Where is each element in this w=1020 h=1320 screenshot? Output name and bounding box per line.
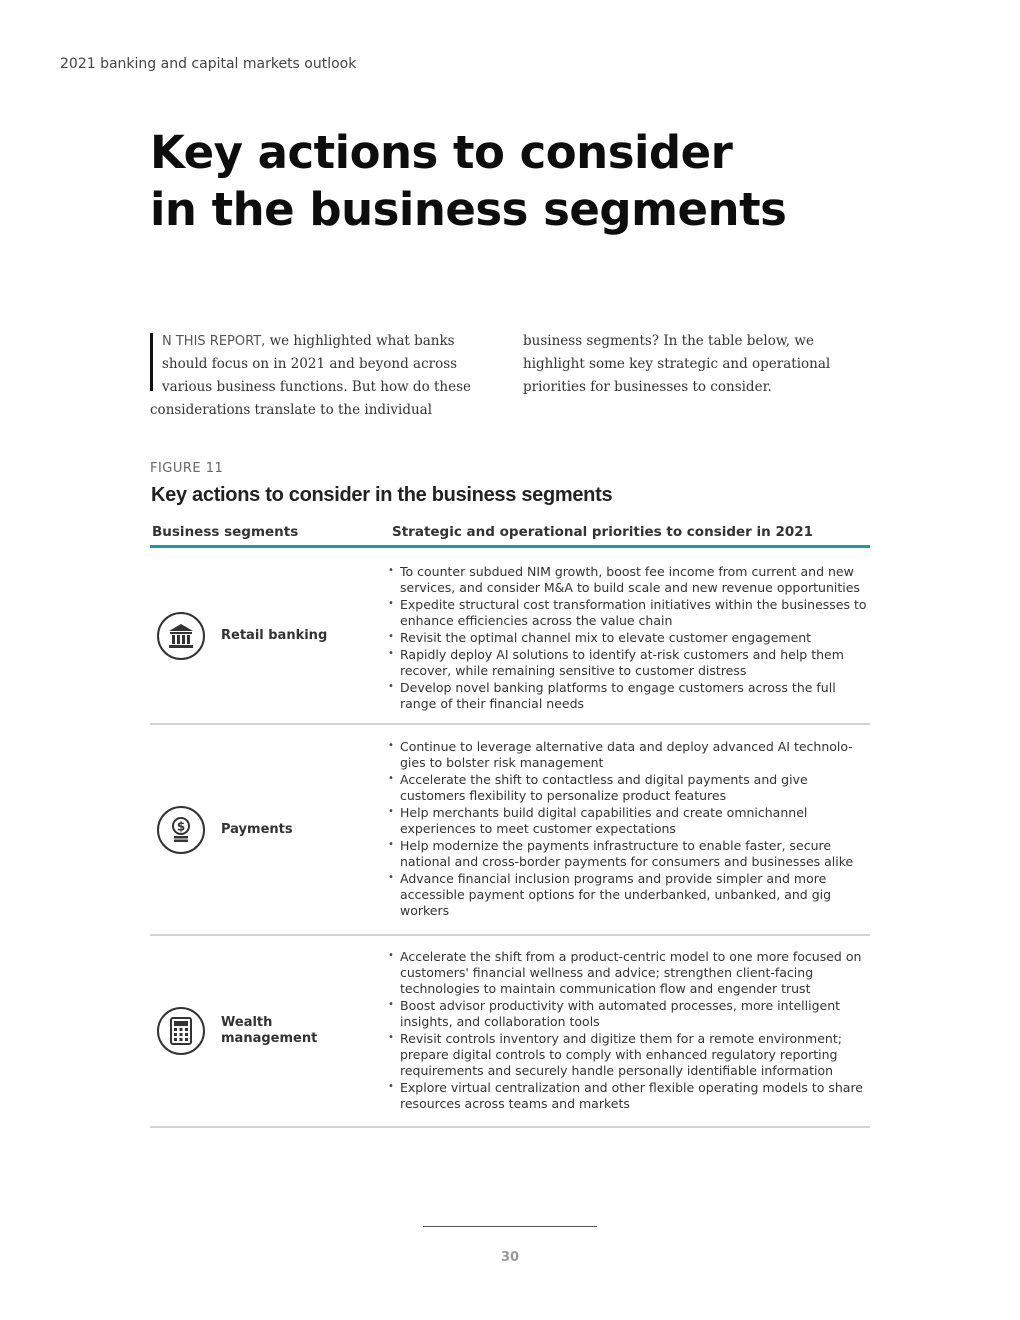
intro-lead: N THIS REPORT,	[162, 334, 266, 349]
list-item: • Explore virtual centralization and other flexible operating models to share resources across teams and markets	[388, 1080, 870, 1112]
list-item: • Accelerate the shift to contactless and digital payments and give customers flexibility to personalize product features	[388, 772, 870, 804]
segment-name: Wealth management	[221, 1015, 318, 1046]
calculator-icon	[157, 1007, 205, 1055]
list-item: • Revisit the optimal channel mix to elevate customer engagement	[388, 630, 870, 646]
priorities-cell	[388, 949, 870, 1113]
list-item: • Advance financial inclusion programs and provide simpler and more accessible payment options for the underbanked, unbanked, and gig workers	[388, 871, 870, 919]
list-item: • To counter subdued NIM growth, boost fee income from current and new services, and consider M&A to build scale and new revenue opportunities	[388, 564, 870, 596]
list-item: • Help merchants build digital capabilities and create omnichannel experiences to meet customer expectations	[388, 805, 870, 837]
svg-text:$: $	[176, 819, 186, 833]
figure-title: Key actions to consider in the business segments	[151, 484, 613, 506]
footer-divider	[423, 1226, 597, 1227]
list-item: • Revisit controls inventory and digitize them for a remote environment; prepare digital controls to comply with enhanced regulatory reporting requirements and securely handle personally identifiable information	[388, 1031, 870, 1079]
intro-text	[150, 330, 850, 422]
segment-cell	[150, 806, 388, 854]
list-item: • Accelerate the shift from a product-centric model to one more focused on customers' financial wellness and advice; strengthen client-facing technologies to maintain communication flow and engender trust	[388, 949, 870, 997]
list-item: • Help modernize the payments infrastructure to enable faster, secure national and cross-border payments for consumers and businesses alike	[388, 838, 870, 870]
table-row	[150, 725, 870, 936]
segment-cell	[150, 1007, 388, 1055]
column-header-priorities: Strategic and operational priorities to consider in 2021	[392, 524, 814, 540]
intro-body: we highlighted what banks should focus on in 2021 and beyond across various business functions. But how do these considerations translate to the individual business segments? In the table below, we highlight some key strategic and operational priorities for businesses to consider.	[150, 333, 831, 418]
list-item: • Develop novel banking platforms to engage customers across the full range of their financial needs	[388, 680, 870, 712]
priorities-cell	[388, 739, 870, 920]
segment-cell	[150, 612, 388, 660]
table-row	[150, 548, 870, 725]
segment-name: Payments	[221, 821, 293, 837]
segment-name: Retail banking	[221, 627, 328, 643]
figure-label: FIGURE 11	[150, 461, 224, 476]
running-header: 2021 banking and capital markets outlook	[60, 56, 357, 72]
list-item: • Rapidly deploy AI solutions to identify at-risk customers and help them recover, while remaining sensitive to customer distress	[388, 647, 870, 679]
table-header	[150, 521, 870, 548]
priorities-table	[150, 521, 870, 1128]
column-header-segments: Business segments	[152, 524, 299, 540]
list-item: • Expedite structural cost transformation initiatives within the businesses to enhance efficiencies across the value chain	[388, 597, 870, 629]
dollar-coins-icon	[157, 806, 205, 854]
priorities-cell	[388, 559, 870, 713]
list-item: • Continue to leverage alternative data and deploy advanced AI technolo-gies to bolster risk management	[388, 739, 870, 771]
list-item: • Boost advisor productivity with automated processes, more intelligent insights, and collaboration tools	[388, 998, 870, 1030]
bank-icon	[157, 612, 205, 660]
page-title: Key actions to consider in the business segments	[150, 126, 787, 236]
table-row	[150, 936, 870, 1128]
drop-cap-bar	[150, 333, 153, 391]
page-number: 30	[500, 1250, 520, 1265]
